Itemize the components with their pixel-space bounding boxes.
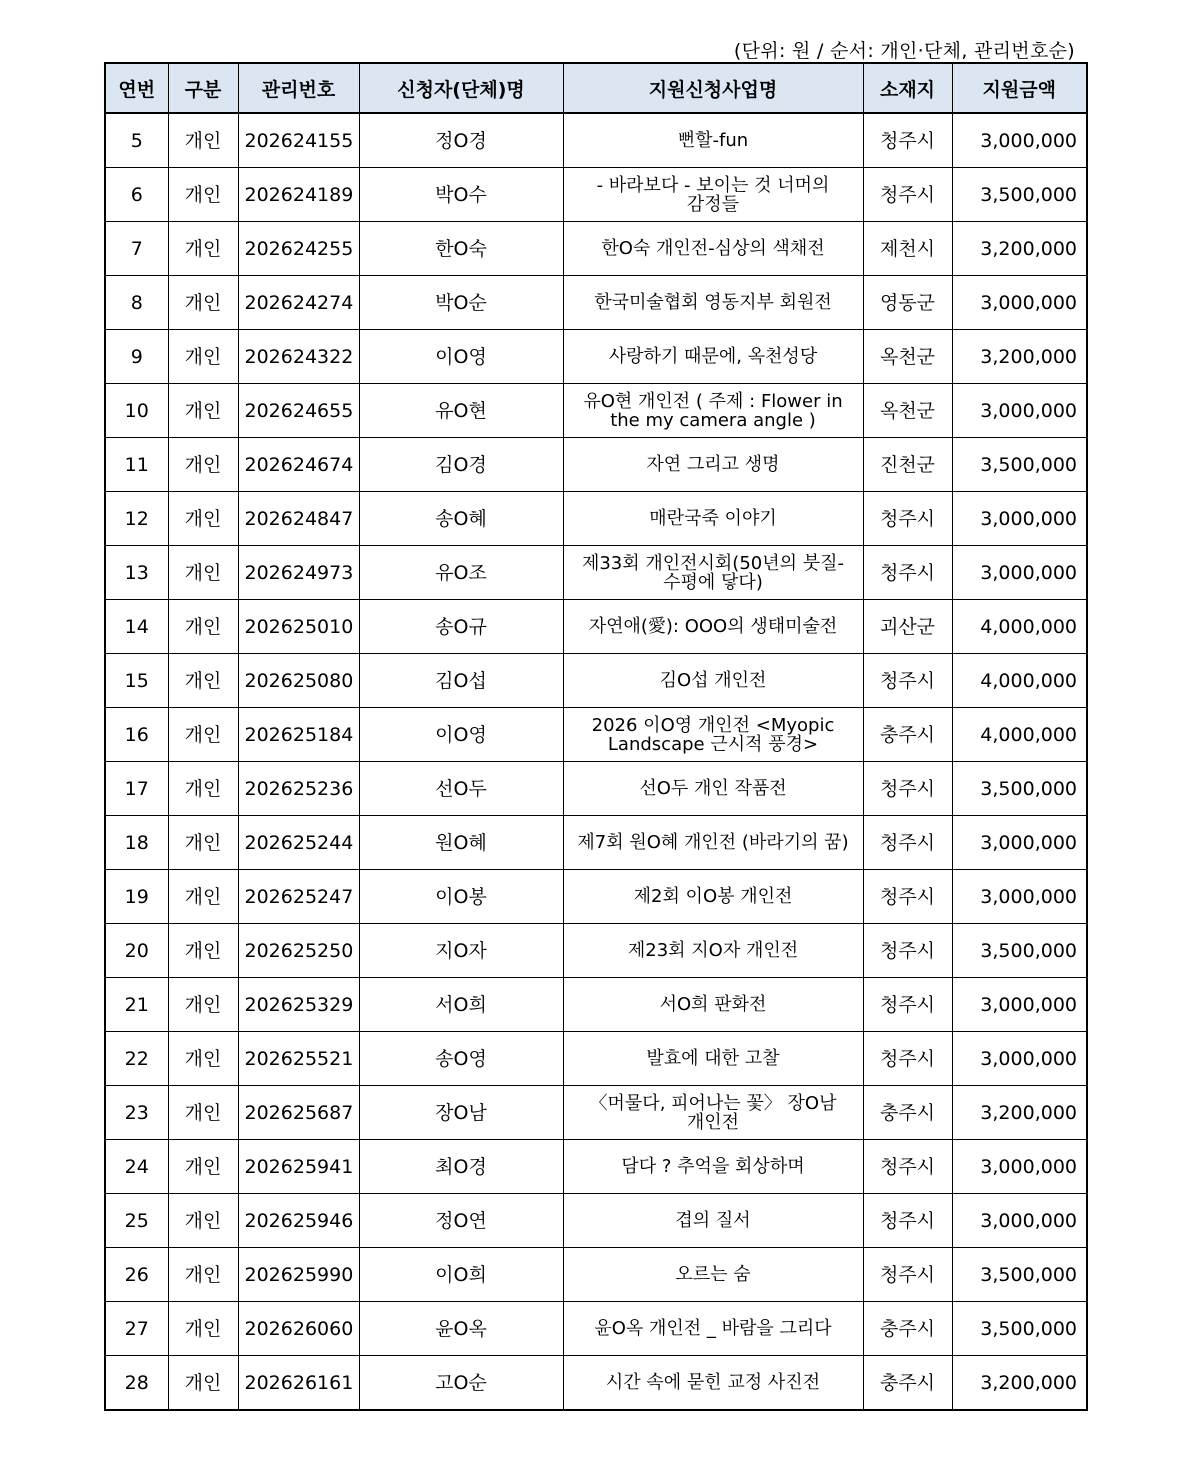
cell-id: 202624189 xyxy=(238,168,359,222)
cell-region: 옥천군 xyxy=(863,384,952,438)
cell-id: 202625080 xyxy=(238,654,359,708)
cell-applicant: 이O영 xyxy=(359,330,563,384)
cell-project: 매란국죽 이야기 xyxy=(563,492,863,546)
cell-region: 청주시 xyxy=(863,1032,952,1086)
cell-project: 김O섭 개인전 xyxy=(563,654,863,708)
cell-amount: 4,000,000 xyxy=(952,654,1087,708)
cell-applicant: 송O혜 xyxy=(359,492,563,546)
cell-region: 청주시 xyxy=(863,762,952,816)
cell-type: 개인 xyxy=(168,492,238,546)
cell-type: 개인 xyxy=(168,168,238,222)
cell-applicant: 서O희 xyxy=(359,978,563,1032)
cell-id: 202625244 xyxy=(238,816,359,870)
cell-region: 충주시 xyxy=(863,708,952,762)
cell-region: 청주시 xyxy=(863,546,952,600)
cell-region: 충주시 xyxy=(863,1086,952,1140)
cell-project: 선O두 개인 작품전 xyxy=(563,762,863,816)
cell-project: 발효에 대한 고찰 xyxy=(563,1032,863,1086)
cell-type: 개인 xyxy=(168,113,238,168)
cell-no: 27 xyxy=(105,1302,168,1356)
cell-no: 28 xyxy=(105,1356,168,1411)
col-header-amount: 지원금액 xyxy=(952,63,1087,113)
table-row xyxy=(105,600,1087,654)
cell-no: 12 xyxy=(105,492,168,546)
cell-region: 충주시 xyxy=(863,1302,952,1356)
cell-no: 9 xyxy=(105,330,168,384)
cell-amount: 3,000,000 xyxy=(952,1194,1087,1248)
cell-amount: 3,000,000 xyxy=(952,276,1087,330)
col-header-no: 연번 xyxy=(105,63,168,113)
cell-no: 14 xyxy=(105,600,168,654)
cell-project: 〈머물다, 피어나는 꽃〉 장O남 개인전 xyxy=(563,1086,863,1140)
cell-applicant: 박O수 xyxy=(359,168,563,222)
col-header-type: 구분 xyxy=(168,63,238,113)
cell-project: 제7회 원O혜 개인전 (바라기의 꿈) xyxy=(563,816,863,870)
cell-applicant: 원O혜 xyxy=(359,816,563,870)
col-header-project: 지원신청사업명 xyxy=(563,63,863,113)
cell-no: 15 xyxy=(105,654,168,708)
table-row xyxy=(105,1302,1087,1356)
cell-id: 202625687 xyxy=(238,1086,359,1140)
cell-applicant: 윤O옥 xyxy=(359,1302,563,1356)
cell-amount: 3,200,000 xyxy=(952,1086,1087,1140)
cell-applicant: 선O두 xyxy=(359,762,563,816)
cell-region: 청주시 xyxy=(863,1248,952,1302)
cell-id: 202625329 xyxy=(238,978,359,1032)
grant-table xyxy=(104,62,1088,1411)
cell-amount: 3,500,000 xyxy=(952,924,1087,978)
cell-project: 한O숙 개인전-심상의 색채전 xyxy=(563,222,863,276)
col-header-region: 소재지 xyxy=(863,63,952,113)
table-row xyxy=(105,1032,1087,1086)
cell-project: 시간 속에 묻힌 교정 사진전 xyxy=(563,1356,863,1411)
cell-amount: 3,000,000 xyxy=(952,546,1087,600)
cell-type: 개인 xyxy=(168,1086,238,1140)
cell-applicant: 고O순 xyxy=(359,1356,563,1411)
cell-amount: 3,000,000 xyxy=(952,492,1087,546)
cell-project: 자연애(愛): OOO의 생태미술전 xyxy=(563,600,863,654)
cell-type: 개인 xyxy=(168,816,238,870)
cell-region: 청주시 xyxy=(863,816,952,870)
table-row xyxy=(105,870,1087,924)
cell-type: 개인 xyxy=(168,438,238,492)
cell-region: 영동군 xyxy=(863,276,952,330)
table-row xyxy=(105,438,1087,492)
table-row xyxy=(105,222,1087,276)
cell-no: 10 xyxy=(105,384,168,438)
cell-no: 8 xyxy=(105,276,168,330)
cell-id: 202625247 xyxy=(238,870,359,924)
cell-no: 5 xyxy=(105,113,168,168)
cell-no: 21 xyxy=(105,978,168,1032)
cell-amount: 4,000,000 xyxy=(952,708,1087,762)
cell-project: 제33회 개인전시회(50년의 붓질-수평에 닿다) xyxy=(563,546,863,600)
cell-project: 사랑하기 때문에, 옥천성당 xyxy=(563,330,863,384)
cell-no: 26 xyxy=(105,1248,168,1302)
cell-region: 청주시 xyxy=(863,113,952,168)
cell-amount: 3,500,000 xyxy=(952,168,1087,222)
cell-applicant: 박O순 xyxy=(359,276,563,330)
cell-id: 202625236 xyxy=(238,762,359,816)
cell-no: 18 xyxy=(105,816,168,870)
table-row xyxy=(105,924,1087,978)
cell-applicant: 장O남 xyxy=(359,1086,563,1140)
cell-type: 개인 xyxy=(168,870,238,924)
cell-no: 17 xyxy=(105,762,168,816)
cell-type: 개인 xyxy=(168,1248,238,1302)
cell-id: 202625010 xyxy=(238,600,359,654)
table-row xyxy=(105,1140,1087,1194)
cell-amount: 3,000,000 xyxy=(952,384,1087,438)
cell-applicant: 지O자 xyxy=(359,924,563,978)
cell-amount: 3,000,000 xyxy=(952,870,1087,924)
cell-type: 개인 xyxy=(168,1194,238,1248)
col-header-applicant: 신청자(단체)명 xyxy=(359,63,563,113)
cell-region: 청주시 xyxy=(863,1140,952,1194)
table-row xyxy=(105,492,1087,546)
cell-id: 202624847 xyxy=(238,492,359,546)
cell-amount: 3,000,000 xyxy=(952,816,1087,870)
cell-project: 유O현 개인전 ( 주제 : Flower in the my camera angle ) xyxy=(563,384,863,438)
table-row xyxy=(105,384,1087,438)
cell-project: 자연 그리고 생명 xyxy=(563,438,863,492)
cell-type: 개인 xyxy=(168,654,238,708)
cell-id: 202625946 xyxy=(238,1194,359,1248)
cell-applicant: 정O경 xyxy=(359,113,563,168)
cell-id: 202624274 xyxy=(238,276,359,330)
cell-type: 개인 xyxy=(168,222,238,276)
cell-no: 13 xyxy=(105,546,168,600)
cell-id: 202625521 xyxy=(238,1032,359,1086)
cell-type: 개인 xyxy=(168,546,238,600)
cell-project: 서O희 판화전 xyxy=(563,978,863,1032)
cell-applicant: 유O현 xyxy=(359,384,563,438)
cell-type: 개인 xyxy=(168,1032,238,1086)
table-row xyxy=(105,654,1087,708)
cell-region: 괴산군 xyxy=(863,600,952,654)
cell-id: 202626060 xyxy=(238,1302,359,1356)
cell-amount: 3,500,000 xyxy=(952,1302,1087,1356)
cell-amount: 3,200,000 xyxy=(952,1356,1087,1411)
cell-amount: 3,200,000 xyxy=(952,330,1087,384)
cell-type: 개인 xyxy=(168,600,238,654)
cell-region: 청주시 xyxy=(863,654,952,708)
cell-project: 담다 ? 추억을 회상하며 xyxy=(563,1140,863,1194)
cell-type: 개인 xyxy=(168,924,238,978)
cell-type: 개인 xyxy=(168,708,238,762)
cell-no: 24 xyxy=(105,1140,168,1194)
cell-type: 개인 xyxy=(168,384,238,438)
cell-id: 202625250 xyxy=(238,924,359,978)
cell-project: 2026 이O영 개인전 <Myopic Landscape 근시적 풍경> xyxy=(563,708,863,762)
table-row xyxy=(105,762,1087,816)
cell-no: 16 xyxy=(105,708,168,762)
cell-applicant: 한O숙 xyxy=(359,222,563,276)
cell-id: 202624674 xyxy=(238,438,359,492)
table-row xyxy=(105,330,1087,384)
cell-id: 202625990 xyxy=(238,1248,359,1302)
cell-no: 6 xyxy=(105,168,168,222)
cell-applicant: 김O경 xyxy=(359,438,563,492)
cell-region: 제천시 xyxy=(863,222,952,276)
cell-id: 202626161 xyxy=(238,1356,359,1411)
cell-id: 202625941 xyxy=(238,1140,359,1194)
cell-id: 202624155 xyxy=(238,113,359,168)
table-row xyxy=(105,546,1087,600)
table-row xyxy=(105,1194,1087,1248)
cell-no: 11 xyxy=(105,438,168,492)
cell-project: - 바라보다 - 보이는 것 너머의 감정들 xyxy=(563,168,863,222)
cell-amount: 3,000,000 xyxy=(952,1140,1087,1194)
cell-id: 202624322 xyxy=(238,330,359,384)
cell-amount: 3,000,000 xyxy=(952,113,1087,168)
cell-no: 23 xyxy=(105,1086,168,1140)
cell-region: 충주시 xyxy=(863,1356,952,1411)
cell-amount: 3,000,000 xyxy=(952,1032,1087,1086)
cell-no: 7 xyxy=(105,222,168,276)
cell-type: 개인 xyxy=(168,762,238,816)
cell-applicant: 송O규 xyxy=(359,600,563,654)
cell-region: 청주시 xyxy=(863,492,952,546)
cell-project: 한국미술협회 영동지부 회원전 xyxy=(563,276,863,330)
cell-project: 윤O옥 개인전 _ 바람을 그리다 xyxy=(563,1302,863,1356)
cell-id: 202624973 xyxy=(238,546,359,600)
cell-applicant: 정O연 xyxy=(359,1194,563,1248)
cell-no: 19 xyxy=(105,870,168,924)
cell-project: 오르는 숨 xyxy=(563,1248,863,1302)
table-row xyxy=(105,816,1087,870)
cell-region: 청주시 xyxy=(863,924,952,978)
cell-region: 옥천군 xyxy=(863,330,952,384)
cell-type: 개인 xyxy=(168,978,238,1032)
cell-region: 진천군 xyxy=(863,438,952,492)
cell-amount: 3,200,000 xyxy=(952,222,1087,276)
cell-id: 202624255 xyxy=(238,222,359,276)
table-row xyxy=(105,978,1087,1032)
cell-id: 202624655 xyxy=(238,384,359,438)
cell-region: 청주시 xyxy=(863,870,952,924)
cell-applicant: 이O영 xyxy=(359,708,563,762)
cell-type: 개인 xyxy=(168,1140,238,1194)
cell-applicant: 송O영 xyxy=(359,1032,563,1086)
col-header-id: 관리번호 xyxy=(238,63,359,113)
cell-applicant: 이O희 xyxy=(359,1248,563,1302)
cell-amount: 4,000,000 xyxy=(952,600,1087,654)
cell-amount: 3,500,000 xyxy=(952,762,1087,816)
cell-region: 청주시 xyxy=(863,168,952,222)
cell-no: 25 xyxy=(105,1194,168,1248)
table-row xyxy=(105,1356,1087,1411)
table-row xyxy=(105,276,1087,330)
cell-type: 개인 xyxy=(168,276,238,330)
cell-region: 청주시 xyxy=(863,978,952,1032)
cell-applicant: 유O조 xyxy=(359,546,563,600)
header-row xyxy=(105,63,1087,113)
cell-id: 202625184 xyxy=(238,708,359,762)
cell-amount: 3,500,000 xyxy=(952,1248,1087,1302)
cell-project: 제23회 지O자 개인전 xyxy=(563,924,863,978)
cell-type: 개인 xyxy=(168,1356,238,1411)
table-body xyxy=(105,113,1087,1410)
table-row xyxy=(105,708,1087,762)
cell-no: 22 xyxy=(105,1032,168,1086)
cell-applicant: 이O봉 xyxy=(359,870,563,924)
cell-project: 겹의 질서 xyxy=(563,1194,863,1248)
table-row xyxy=(105,168,1087,222)
table-row xyxy=(105,113,1087,168)
cell-project: 뻔할-fun xyxy=(563,113,863,168)
unit-note: (단위: 원 / 순서: 개인·단체, 관리번호순) xyxy=(733,40,1075,62)
table-row xyxy=(105,1248,1087,1302)
cell-type: 개인 xyxy=(168,1302,238,1356)
cell-applicant: 최O경 xyxy=(359,1140,563,1194)
cell-applicant: 김O섭 xyxy=(359,654,563,708)
cell-region: 청주시 xyxy=(863,1194,952,1248)
table-row xyxy=(105,1086,1087,1140)
cell-amount: 3,500,000 xyxy=(952,438,1087,492)
cell-type: 개인 xyxy=(168,330,238,384)
cell-project: 제2회 이O봉 개인전 xyxy=(563,870,863,924)
cell-amount: 3,000,000 xyxy=(952,978,1087,1032)
cell-no: 20 xyxy=(105,924,168,978)
